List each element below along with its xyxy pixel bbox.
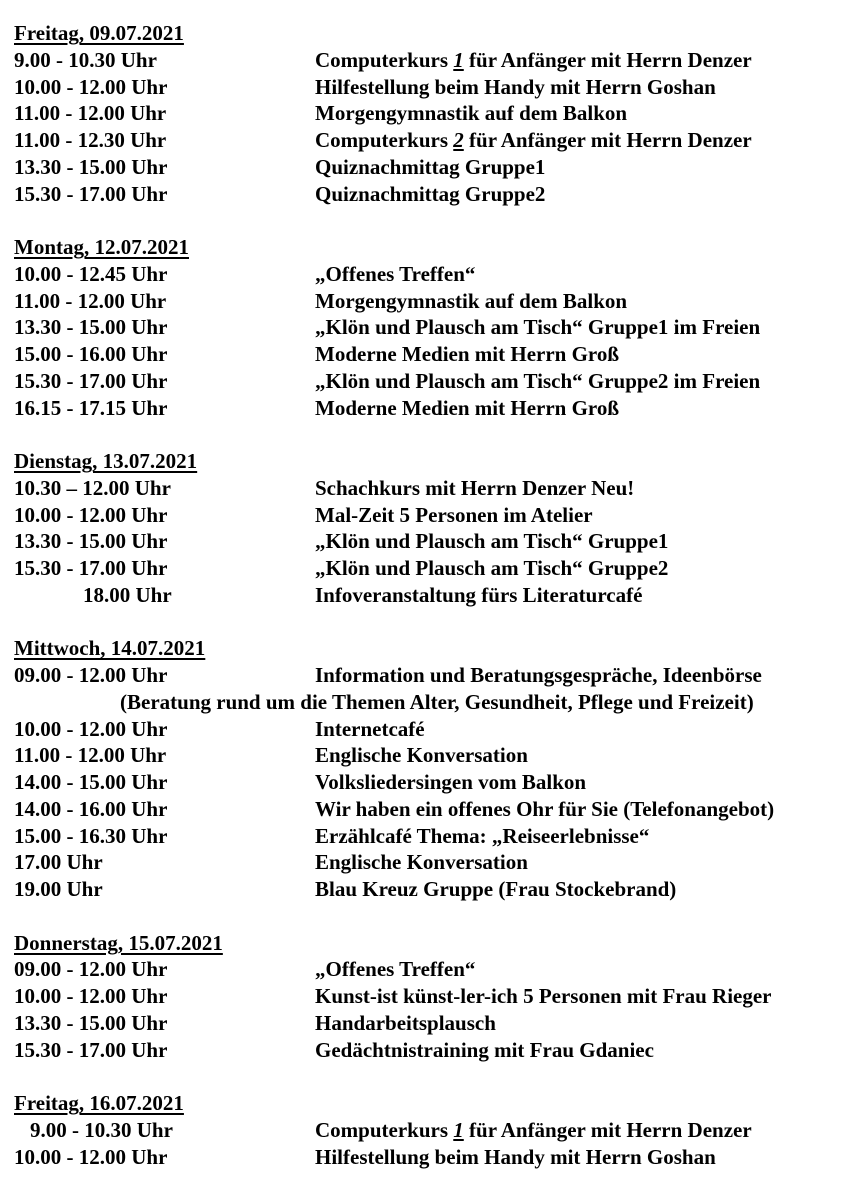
event-time: 10.30 – 12.00 Uhr bbox=[14, 475, 171, 500]
event-title bbox=[315, 582, 642, 609]
day-heading: Mittwoch, 14.07.2021 bbox=[14, 636, 206, 661]
schedule-row bbox=[0, 689, 843, 716]
event-text: Morgengymnastik auf dem Balkon bbox=[315, 288, 628, 313]
event-text: Quiznachmittag Gruppe2 bbox=[315, 181, 546, 206]
event-text: Wir haben ein offenes Ohr für Sie (Telefonangebot) bbox=[315, 796, 775, 821]
event-title bbox=[315, 662, 762, 689]
event-time: 11.00 - 12.00 Uhr bbox=[14, 101, 167, 126]
event-text: Internetcafé bbox=[315, 716, 425, 741]
section-heading-line bbox=[0, 930, 843, 957]
event-time: 19.00 Uhr bbox=[14, 877, 103, 901]
event-title bbox=[315, 849, 528, 876]
event-text: „Offenes Treffen“ bbox=[315, 957, 476, 982]
event-title bbox=[315, 1037, 654, 1064]
event-text: Handarbeitsplausch bbox=[315, 1010, 496, 1035]
event-time: 10.00 - 12.00 Uhr bbox=[14, 74, 168, 99]
event-time: 14.00 - 16.00 Uhr bbox=[14, 796, 168, 821]
event-title bbox=[315, 127, 752, 154]
blank-line bbox=[0, 421, 843, 448]
section-heading-line bbox=[0, 448, 843, 475]
schedule-row bbox=[0, 127, 843, 154]
event-title bbox=[315, 314, 760, 341]
event-title bbox=[315, 742, 528, 769]
event-title bbox=[315, 823, 649, 850]
schedule-row bbox=[0, 796, 843, 823]
event-time: 15.30 - 17.00 Uhr bbox=[14, 368, 168, 393]
event-text: Computerkurs bbox=[315, 128, 454, 152]
event-text: Moderne Medien mit Herrn Groß bbox=[315, 395, 620, 420]
event-time: 13.30 - 15.00 Uhr bbox=[14, 1010, 168, 1035]
event-time: 15.30 - 17.00 Uhr bbox=[14, 181, 168, 206]
event-title bbox=[315, 528, 668, 555]
section-heading-line bbox=[0, 20, 843, 47]
schedule-row bbox=[0, 1144, 843, 1171]
event-text: Englische Konversation bbox=[315, 850, 528, 875]
schedule-row bbox=[0, 823, 843, 850]
event-text: für Anfänger mit Herrn Denzer bbox=[463, 1117, 752, 1142]
schedule-row bbox=[0, 261, 843, 288]
event-title bbox=[315, 796, 774, 823]
event-time: 15.00 - 16.30 Uhr bbox=[14, 823, 168, 848]
schedule-row bbox=[0, 769, 843, 796]
event-text: „Klön und Plausch am Tisch“ Gruppe1 bbox=[315, 529, 669, 554]
event-title bbox=[315, 261, 475, 288]
schedule-row bbox=[0, 716, 843, 743]
event-time: 13.30 - 15.00 Uhr bbox=[14, 154, 168, 179]
schedule-row bbox=[0, 582, 843, 609]
event-title bbox=[315, 1144, 716, 1171]
event-text: Hilfestellung beim Handy mit Herrn Goshan bbox=[315, 74, 716, 99]
day-heading: Freitag, 09.07.2021 bbox=[14, 21, 184, 45]
event-title bbox=[315, 100, 627, 127]
day-heading: Freitag, 16.07.2021 bbox=[14, 1091, 184, 1115]
event-text: Mal-Zeit 5 Personen im Atelier bbox=[315, 502, 593, 527]
schedule-row bbox=[0, 395, 843, 422]
schedule-row bbox=[0, 288, 843, 315]
event-text: Kunst-ist künst-ler-ich 5 Personen mit Frau Rieger bbox=[315, 984, 772, 1008]
event-title bbox=[315, 395, 619, 422]
event-note: (Beratung rund um die Themen Alter, Gesundheit, Pflege und Freizeit) bbox=[120, 689, 754, 714]
schedule-row bbox=[0, 502, 843, 529]
schedule-row bbox=[0, 181, 843, 208]
schedule-row bbox=[0, 1037, 843, 1064]
event-text: Moderne Medien mit Herrn Groß bbox=[315, 342, 620, 366]
event-time: 11.00 - 12.30 Uhr bbox=[14, 128, 167, 152]
schedule-row bbox=[0, 956, 843, 983]
blank-line bbox=[0, 207, 843, 234]
event-time: 9.00 - 10.30 Uhr bbox=[30, 1117, 173, 1142]
event-title bbox=[315, 475, 634, 502]
event-time: 9.00 - 10.30 Uhr bbox=[14, 47, 157, 72]
day-heading: Dienstag, 13.07.2021 bbox=[14, 449, 198, 473]
event-title bbox=[315, 154, 545, 181]
event-text: Blau Kreuz Gruppe (Frau Stockebrand) bbox=[315, 877, 677, 901]
event-time: 18.00 Uhr bbox=[83, 582, 172, 607]
event-title bbox=[315, 288, 627, 315]
schedule-document bbox=[0, 20, 843, 1170]
event-title bbox=[315, 368, 760, 395]
course-number: 1 bbox=[453, 47, 464, 72]
event-text: Englische Konversation bbox=[315, 743, 528, 768]
schedule-row bbox=[0, 47, 843, 74]
event-text: Computerkurs bbox=[315, 1117, 454, 1142]
blank-line bbox=[0, 1063, 843, 1090]
schedule-row bbox=[0, 555, 843, 582]
schedule-row bbox=[0, 1117, 843, 1144]
event-text: Schachkurs mit Herrn Denzer Neu! bbox=[315, 475, 635, 500]
event-time: 17.00 Uhr bbox=[14, 850, 103, 875]
event-text: Quiznachmittag Gruppe1 bbox=[315, 154, 546, 179]
event-time: 14.00 - 15.00 Uhr bbox=[14, 770, 168, 794]
event-time: 10.00 - 12.00 Uhr bbox=[14, 716, 168, 741]
event-time: 10.00 - 12.00 Uhr bbox=[14, 502, 168, 527]
schedule-row bbox=[0, 100, 843, 127]
schedule-row bbox=[0, 74, 843, 101]
event-text: Information und Beratungsgespräche, Ideenbörse bbox=[315, 663, 762, 687]
event-text: Hilfestellung beim Handy mit Herrn Goshan bbox=[315, 1144, 716, 1169]
blank-line bbox=[0, 609, 843, 636]
day-heading: Donnerstag, 15.07.2021 bbox=[14, 930, 223, 955]
event-title bbox=[315, 502, 593, 529]
event-title bbox=[315, 769, 586, 796]
event-title bbox=[315, 1117, 752, 1144]
blank-line bbox=[0, 903, 843, 930]
schedule-row bbox=[0, 368, 843, 395]
event-text: „Klön und Plausch am Tisch“ Gruppe1 im Freien bbox=[315, 315, 761, 340]
event-title bbox=[315, 956, 475, 983]
event-text: „Klön und Plausch am Tisch“ Gruppe2 bbox=[315, 556, 669, 580]
event-time: 16.15 - 17.15 Uhr bbox=[14, 395, 168, 420]
schedule-row bbox=[0, 1010, 843, 1037]
event-text: Infoveranstaltung fürs Literaturcafé bbox=[315, 582, 643, 607]
course-number: 1 bbox=[453, 1117, 464, 1142]
event-title bbox=[315, 1010, 496, 1037]
schedule-row bbox=[0, 475, 843, 502]
event-time: 10.00 - 12.00 Uhr bbox=[14, 1144, 168, 1169]
schedule-row bbox=[0, 662, 843, 689]
event-title bbox=[315, 74, 716, 101]
event-time: 10.00 - 12.00 Uhr bbox=[14, 984, 168, 1008]
event-text: Erzählcafé Thema: „Reiseerlebnisse“ bbox=[315, 823, 650, 848]
event-title bbox=[315, 716, 425, 743]
section-heading-line bbox=[0, 1090, 843, 1117]
event-time: 13.30 - 15.00 Uhr bbox=[14, 315, 168, 340]
event-time: 13.30 - 15.00 Uhr bbox=[14, 529, 168, 554]
schedule-row bbox=[0, 742, 843, 769]
event-time: 11.00 - 12.00 Uhr bbox=[14, 743, 167, 768]
event-time: 09.00 - 12.00 Uhr bbox=[14, 957, 168, 982]
event-time: 15.30 - 17.00 Uhr bbox=[14, 1037, 168, 1062]
event-time: 10.00 - 12.45 Uhr bbox=[14, 261, 168, 286]
event-title bbox=[315, 555, 668, 582]
event-title bbox=[315, 876, 676, 903]
event-title bbox=[315, 983, 772, 1010]
event-text: „Klön und Plausch am Tisch“ Gruppe2 im Freien bbox=[315, 368, 761, 393]
day-heading: Montag, 12.07.2021 bbox=[14, 235, 189, 259]
event-time: 11.00 - 12.00 Uhr bbox=[14, 288, 167, 313]
schedule-row bbox=[0, 314, 843, 341]
event-title bbox=[315, 181, 545, 208]
schedule-row bbox=[0, 876, 843, 903]
event-text: Volksliedersingen vom Balkon bbox=[315, 770, 587, 794]
event-time: 15.30 - 17.00 Uhr bbox=[14, 556, 168, 580]
event-time: 09.00 - 12.00 Uhr bbox=[14, 663, 168, 687]
section-heading-line bbox=[0, 234, 843, 261]
schedule-row bbox=[0, 341, 843, 368]
event-text: Computerkurs bbox=[315, 47, 454, 72]
event-time: 15.00 - 16.00 Uhr bbox=[14, 342, 168, 366]
event-text: für Anfänger mit Herrn Denzer bbox=[463, 47, 752, 72]
section-heading-line bbox=[0, 635, 843, 662]
schedule-row bbox=[0, 849, 843, 876]
course-number: 2 bbox=[453, 128, 464, 152]
event-text: Gedächtnistraining mit Frau Gdaniec bbox=[315, 1037, 654, 1062]
event-title bbox=[315, 341, 619, 368]
schedule-row bbox=[0, 983, 843, 1010]
event-text: „Offenes Treffen“ bbox=[315, 261, 476, 286]
schedule-row bbox=[0, 528, 843, 555]
schedule-row bbox=[0, 154, 843, 181]
event-text: für Anfänger mit Herrn Denzer bbox=[463, 128, 752, 152]
event-text: Morgengymnastik auf dem Balkon bbox=[315, 101, 628, 126]
event-title bbox=[315, 47, 752, 74]
